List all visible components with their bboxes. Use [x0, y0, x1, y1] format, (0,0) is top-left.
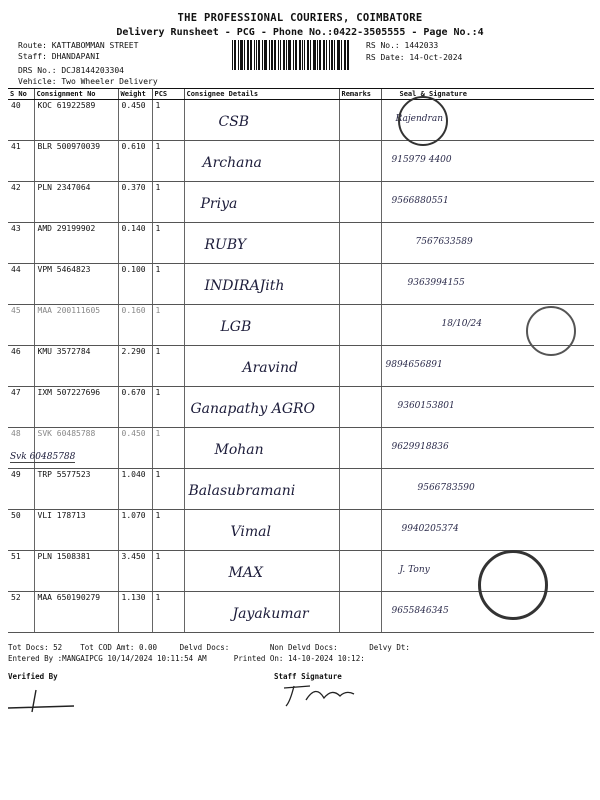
row-pcs: 1 [152, 100, 184, 141]
handwritten-svk-note: Svk 60485788 [10, 452, 76, 462]
barcode-bar [295, 40, 297, 70]
consignee-handwriting: CSB [218, 114, 250, 130]
row-sno: 50 [8, 510, 34, 551]
barcode-bar [280, 40, 281, 70]
row-remarks [339, 510, 381, 551]
barcode-bar [244, 40, 245, 70]
row-pcs: 1 [152, 305, 184, 346]
barcode-bar [331, 40, 333, 70]
company-title: THE PROFESSIONAL COURIERS, COIMBATORE [177, 12, 423, 24]
barcode-bar [286, 40, 287, 70]
row-sno: 51 [8, 551, 34, 592]
row-consignment: MAA 200111605 [34, 305, 118, 346]
row-remarks [339, 428, 381, 469]
barcode-bar [334, 40, 335, 70]
col-sno: S No [8, 89, 34, 100]
row-weight: 0.610 [118, 141, 152, 182]
receiver-signature: J. Tony [399, 565, 430, 575]
receiver-signature: 18/10/24 [441, 319, 482, 329]
delivery-date: Delvy Dt: [369, 643, 410, 652]
row-consignee [184, 346, 339, 387]
row-seal-signature [381, 510, 594, 551]
delivered-docs: Delvd Docs: [179, 643, 230, 652]
row-consignee [184, 182, 339, 223]
table-row [8, 428, 594, 469]
barcode-bar [326, 40, 327, 70]
barcode-bar [319, 40, 321, 70]
table-row [8, 264, 594, 305]
row-consignee [184, 141, 339, 182]
row-weight: 1.130 [118, 592, 152, 633]
totals-line [8, 643, 410, 652]
route-label: Route: KATTABOMMAN STREET [18, 41, 139, 50]
row-pcs: 1 [152, 141, 184, 182]
row-weight: 3.450 [118, 551, 152, 592]
barcode-bar [337, 40, 340, 70]
lgb-seal-stamp [526, 306, 576, 356]
receiver-signature: 9566783590 [417, 483, 475, 493]
row-consignee [184, 510, 339, 551]
consignee-handwriting: Mohan [214, 442, 264, 458]
row-remarks [339, 551, 381, 592]
consignee-handwriting: INDIRAJith [204, 278, 285, 294]
row-weight: 0.140 [118, 223, 152, 264]
col-consignment: Consignment No [34, 89, 118, 100]
rs-number: RS No.: 1442033 [366, 41, 439, 50]
barcode-bar [310, 40, 311, 70]
receiver-signature: 9655846345 [391, 606, 449, 616]
barcode-bar [264, 40, 267, 70]
row-consignee [184, 387, 339, 428]
barcode-bar [323, 40, 325, 70]
row-consignee [184, 469, 339, 510]
staff-signature-mark [280, 680, 360, 710]
row-pcs: 1 [152, 592, 184, 633]
receiver-signature: Rajendran [395, 114, 443, 124]
row-sno: 48 [8, 428, 34, 469]
rs-info [366, 40, 462, 64]
barcode-bar [278, 40, 279, 70]
row-remarks [339, 141, 381, 182]
total-cod: Tot COD Amt: 0.00 [80, 643, 158, 652]
row-consignment: PLN 1508381 [34, 551, 118, 592]
row-sno: 44 [8, 264, 34, 305]
barcode-bar [250, 40, 252, 70]
receiver-signature: 9363994155 [407, 278, 465, 288]
barcode-bar [274, 40, 276, 70]
consignee-handwriting: LGB [220, 319, 252, 335]
row-seal-signature [381, 264, 594, 305]
barcode-bar [347, 40, 349, 70]
row-consignee [184, 305, 339, 346]
printed-on: Printed On: 14-10-2024 10:12: [233, 654, 365, 663]
table-row [8, 387, 594, 428]
row-seal-signature [381, 469, 594, 510]
row-weight: 0.370 [118, 182, 152, 223]
consignee-handwriting: Jayakumar [232, 606, 309, 622]
verifier-signature-mark [6, 684, 76, 714]
barcode-bar [283, 40, 285, 70]
row-sno: 46 [8, 346, 34, 387]
row-seal-signature [381, 223, 594, 264]
barcode-bar [254, 40, 255, 70]
row-pcs: 1 [152, 387, 184, 428]
barcode-bar [307, 40, 309, 70]
barcode-bar [256, 40, 257, 70]
receiver-signature: 9566880551 [391, 196, 449, 206]
row-consignment: KOC 61922589 [34, 100, 118, 141]
table-row [8, 510, 594, 551]
barcode-bar [269, 40, 270, 70]
receiver-signature: 9940205374 [401, 524, 459, 534]
col-remarks: Remarks [339, 89, 381, 100]
runsheet-subtitle: Delivery Runsheet - PCG - Phone No.:0422-3505555 - Page No.:4 [116, 27, 484, 38]
barcode-bar [341, 40, 342, 70]
row-sno: 42 [8, 182, 34, 223]
row-consignment: BLR 500970039 [34, 141, 118, 182]
row-sno: 43 [8, 223, 34, 264]
row-consignment: IXM 507227696 [34, 387, 118, 428]
consignee-handwriting: Vimal [230, 524, 271, 540]
consignee-handwriting: Archana [202, 155, 262, 171]
row-pcs: 1 [152, 223, 184, 264]
entry-line [8, 654, 365, 663]
drs-label: DRS No.: DCJ8144203304 [18, 66, 124, 75]
row-remarks [339, 346, 381, 387]
vehicle-label: Vehicle: Two Wheeler Delivery [18, 77, 158, 86]
row-pcs: 1 [152, 182, 184, 223]
row-weight: 0.670 [118, 387, 152, 428]
barcode-bar [232, 40, 233, 70]
staff-signature-label: Staff Signature [274, 672, 342, 681]
row-pcs: 1 [152, 551, 184, 592]
barcode-bar [329, 40, 330, 70]
row-weight: 0.100 [118, 264, 152, 305]
col-weight: Weight [118, 89, 152, 100]
row-pcs: 1 [152, 428, 184, 469]
row-sno: 41 [8, 141, 34, 182]
barcode-image [232, 40, 352, 70]
row-consignment: VLI 178713 [34, 510, 118, 551]
table-row [8, 346, 594, 387]
barcode-bar [240, 40, 243, 70]
row-consignment: MAA 650190279 [34, 592, 118, 633]
row-remarks [339, 264, 381, 305]
row-consignment: KMU 3572784 [34, 346, 118, 387]
barcode-bar [313, 40, 316, 70]
row-remarks [339, 182, 381, 223]
barcode-bar [304, 40, 305, 70]
row-pcs: 1 [152, 264, 184, 305]
row-weight: 1.040 [118, 469, 152, 510]
row-sno: 45 [8, 305, 34, 346]
col-pcs: PCS [152, 89, 184, 100]
barcode-bar [238, 40, 239, 70]
row-consignment: TRP 5577523 [34, 469, 118, 510]
table-row [8, 223, 594, 264]
row-weight: 2.290 [118, 346, 152, 387]
verified-by-label: Verified By [8, 672, 58, 681]
receiver-signature: 9629918836 [391, 442, 449, 452]
rs-date: RS Date: 14-Oct-2024 [366, 53, 463, 62]
row-consignment: VPM 5464823 [34, 264, 118, 305]
consignee-handwriting: Priya [200, 196, 238, 212]
row-consignment: SVK 60485788 [34, 428, 118, 469]
table-row [8, 182, 594, 223]
barcode-bar [317, 40, 318, 70]
row-weight: 1.070 [118, 510, 152, 551]
row-consignee [184, 264, 339, 305]
row-consignment: PLN 2347064 [34, 182, 118, 223]
runsheet-meta [18, 40, 158, 87]
receiver-signature: 9360153801 [397, 401, 455, 411]
table-row [8, 305, 594, 346]
row-consignee [184, 100, 339, 141]
barcode-bar [293, 40, 294, 70]
non-delivered-docs: Non Delvd Docs: [269, 643, 338, 652]
col-seal-signature: Seal & Signature [381, 89, 594, 100]
consignee-handwriting: RUBY [204, 237, 247, 253]
row-pcs: 1 [152, 346, 184, 387]
consignee-handwriting: Ganapathy AGRO [190, 401, 316, 417]
consignee-handwriting: Balasubramani [188, 483, 296, 499]
plus-pharma-seal-stamp [478, 550, 548, 620]
row-weight: 0.160 [118, 305, 152, 346]
barcode-bar [234, 40, 236, 70]
row-sno: 52 [8, 592, 34, 633]
row-seal-signature [381, 141, 594, 182]
row-weight: 0.450 [118, 428, 152, 469]
row-sno: 49 [8, 469, 34, 510]
row-pcs: 1 [152, 510, 184, 551]
row-consignment: AMD 29199902 [34, 223, 118, 264]
barcode-bar [271, 40, 273, 70]
staff-label: Staff: DHANDAPANI [18, 52, 100, 61]
table-row [8, 141, 594, 182]
barcode-bar [288, 40, 291, 70]
barcode-bar [258, 40, 260, 70]
courier-seal-stamp [395, 96, 448, 146]
barcode-bar [344, 40, 346, 70]
table-header-row [8, 89, 594, 100]
receiver-signature: 915979 4400 [391, 155, 452, 165]
receiver-signature: 9894656891 [385, 360, 443, 370]
row-remarks [339, 469, 381, 510]
row-consignee [184, 551, 339, 592]
barcode-bar [247, 40, 249, 70]
row-weight: 0.450 [118, 100, 152, 141]
barcode-bar [299, 40, 301, 70]
entered-by: Entered By :MANGAIPCG 10/14/2024 10:11:54 AM [8, 654, 207, 663]
receiver-signature: 7567633589 [415, 237, 473, 247]
row-remarks [339, 305, 381, 346]
row-consignee [184, 428, 339, 469]
barcode-bar [262, 40, 263, 70]
table-row [8, 469, 594, 510]
row-pcs: 1 [152, 469, 184, 510]
consignee-handwriting: Aravind [242, 360, 299, 376]
table-row [8, 100, 594, 141]
row-sno: 40 [8, 100, 34, 141]
row-consignee [184, 223, 339, 264]
consignee-handwriting: MAX [228, 565, 263, 581]
row-sno: 47 [8, 387, 34, 428]
row-seal-signature [381, 182, 594, 223]
col-consignee: Consignee Details [184, 89, 339, 100]
barcode-bar [302, 40, 303, 70]
row-remarks [339, 223, 381, 264]
row-remarks [339, 387, 381, 428]
row-consignee [184, 592, 339, 633]
row-remarks [339, 100, 381, 141]
total-docs: Tot Docs: 52 [8, 643, 63, 652]
row-remarks [339, 592, 381, 633]
row-seal-signature [381, 387, 594, 428]
row-seal-signature [381, 428, 594, 469]
